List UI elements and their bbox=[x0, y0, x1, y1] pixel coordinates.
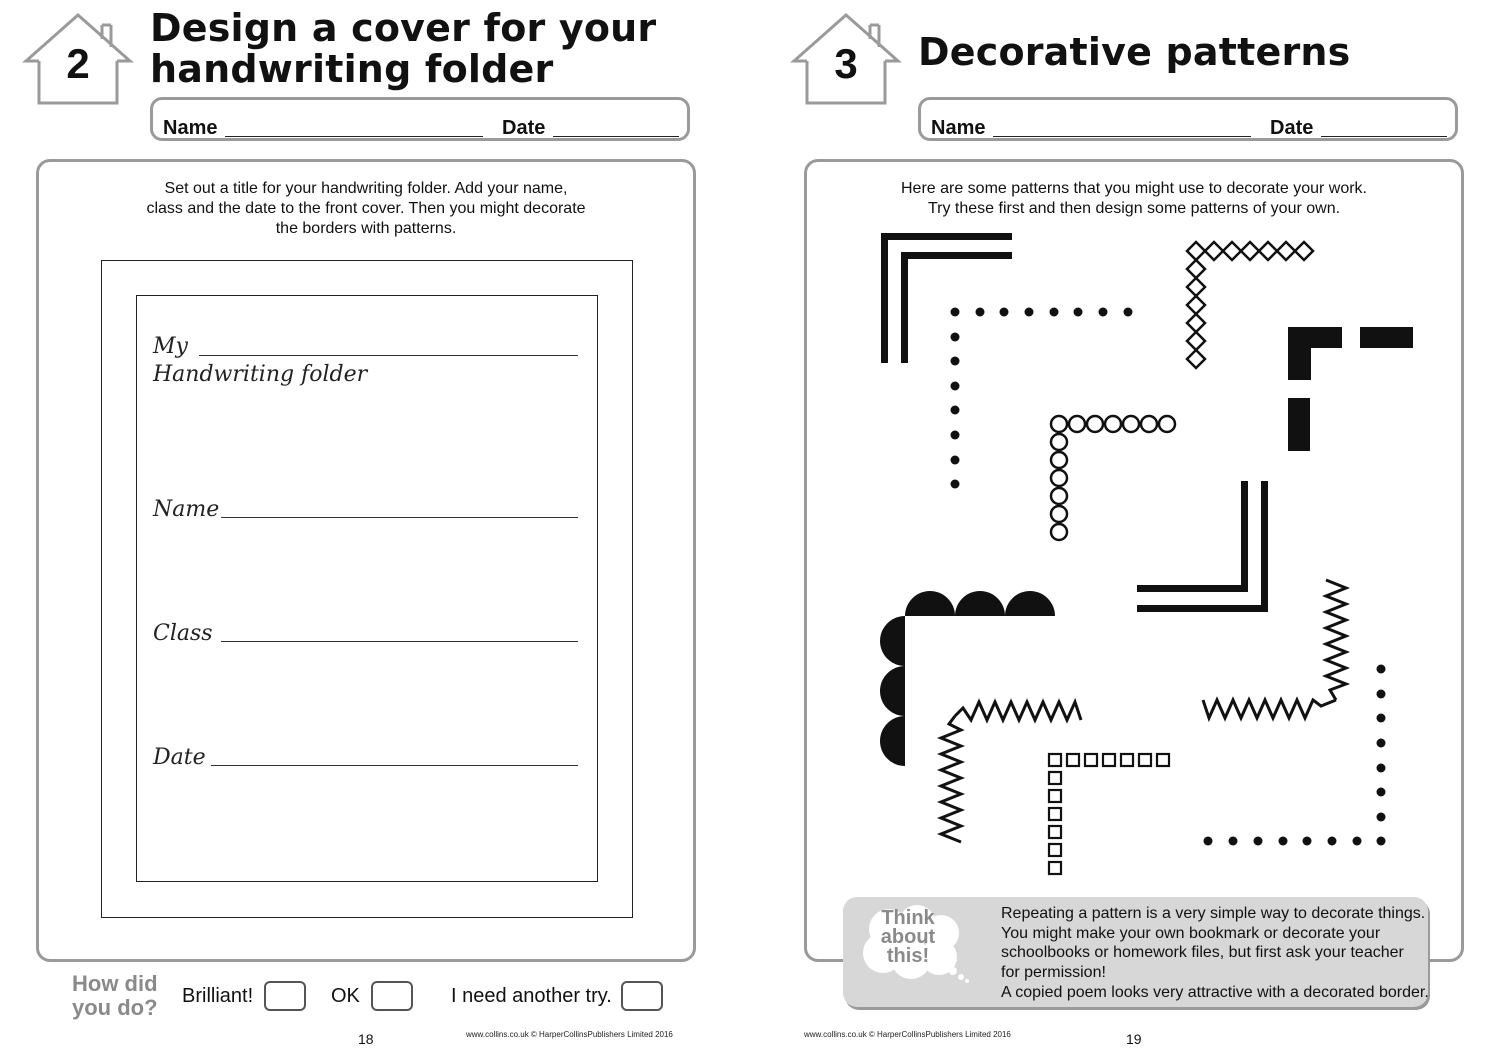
pattern-square-corner bbox=[1049, 754, 1169, 874]
copyright-right: www.collins.co.uk © HarperCollinsPublishers Limited 2016 bbox=[804, 1030, 1011, 1039]
pattern-circle-corner bbox=[1051, 416, 1175, 540]
name-label: Name bbox=[163, 117, 218, 139]
instruction-line: the borders with patterns. bbox=[275, 220, 457, 237]
think-label-line: about bbox=[880, 926, 936, 948]
cover-name-label: Name bbox=[153, 497, 220, 522]
activity-number: 2 bbox=[66, 40, 90, 87]
pattern-dotted-corner-2 bbox=[1204, 665, 1386, 846]
pattern-double-line-corner-2 bbox=[1137, 481, 1268, 612]
instruction-line: Set out a title for your handwriting folder. Add your name, bbox=[164, 180, 568, 197]
rating-ok-label: OK bbox=[331, 985, 360, 1007]
page-number-left: 18 bbox=[358, 1031, 374, 1047]
pattern-zigzag-corner-2 bbox=[1203, 580, 1346, 718]
cover-date-label: Date bbox=[153, 745, 206, 770]
title-line: Design a cover for your bbox=[150, 6, 657, 50]
think-label-line: this! bbox=[886, 945, 930, 967]
cover-my-label: My bbox=[153, 334, 188, 359]
pattern-scallop-corner bbox=[880, 591, 1055, 766]
think-about-this-text bbox=[1001, 904, 1429, 1003]
page-number-right: 19 bbox=[1126, 1031, 1142, 1047]
copyright-left: www.collins.co.uk © HarperCollinsPublishers Limited 2016 bbox=[466, 1030, 673, 1039]
pattern-dotted-corner bbox=[951, 308, 1133, 489]
cover-handwriting-folder-label: Handwriting folder bbox=[153, 362, 368, 387]
think-about-this-label bbox=[863, 909, 953, 966]
activity-number: 3 bbox=[834, 40, 858, 87]
instruction-line: Here are some patterns that you might use to decorate your work. bbox=[900, 180, 1367, 197]
think-text-line: A copied poem looks very attractive with a decorated border. bbox=[1001, 983, 1429, 1001]
rating-brilliant-label: Brilliant! bbox=[182, 985, 254, 1007]
date-label: Date bbox=[1270, 117, 1314, 139]
instruction-line: Try these first and then design some patterns of your own. bbox=[927, 200, 1341, 217]
page-title: Decorative patterns bbox=[918, 30, 1351, 74]
instruction-line: class and the date to the front cover. Then you might decorate bbox=[146, 200, 586, 217]
pattern-block-corner bbox=[1288, 327, 1413, 451]
date-label: Date bbox=[502, 117, 546, 139]
cover-class-label: Class bbox=[153, 621, 213, 646]
how-did-line: How did bbox=[72, 971, 158, 996]
think-text-line: schoolbooks or homework files, but first ask your teacher bbox=[1001, 944, 1404, 962]
title-line: handwriting folder bbox=[150, 47, 554, 91]
name-label: Name bbox=[931, 117, 986, 139]
how-did-line: you do? bbox=[72, 995, 158, 1020]
pattern-double-line-corner bbox=[881, 233, 1012, 363]
think-text-line: You might make your own bookmark or decorate your bbox=[1001, 924, 1381, 942]
rating-another-try-label: I need another try. bbox=[451, 985, 612, 1007]
think-text-line: for permission! bbox=[1001, 964, 1106, 982]
think-about-this-box bbox=[843, 897, 1428, 1007]
think-text-line: Repeating a pattern is a very simple way to decorate things. bbox=[1001, 905, 1426, 922]
think-label-line: Think bbox=[881, 907, 935, 929]
